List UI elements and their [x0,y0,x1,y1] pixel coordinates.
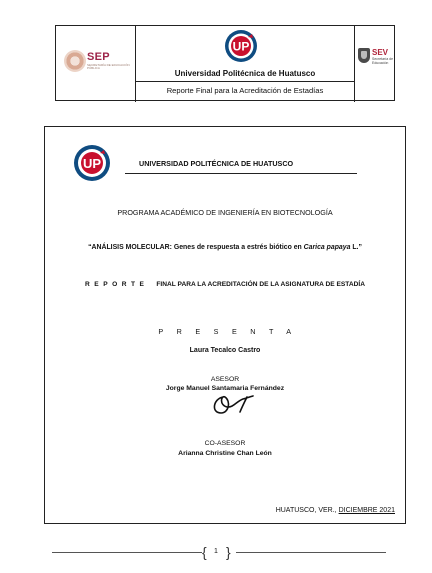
report-heading-rest: FINAL PARA LA ACREDITACIÓN DE LA ASIGNATURA DE ESTADÍA [156,281,365,288]
thesis-title-species: Carica papaya [303,244,351,251]
svg-text:UP: UP [232,39,250,54]
coadvisor-name: Arianna Christine Chan León [178,450,272,457]
sep-logo-word: SEP [87,51,110,63]
thesis-title [45,244,405,251]
thesis-title-end: L.” [350,244,362,251]
presenta-label: PRESENTA [158,327,305,336]
page-header-table [55,25,395,101]
header-university-name: Universidad Politécnica de Huatusco [174,69,316,78]
page-number-open-brace: { [202,544,207,560]
author-name: Laura Tecalco Castro [189,347,261,354]
sep-emblem-icon [64,50,86,72]
upt-logo-cover [73,144,111,187]
cover-university-underline [125,173,357,174]
upt-logo-header [224,29,258,68]
advisor-signature [209,391,255,422]
date: DICIEMBRE 2021 [338,507,395,514]
sev-logo-cell [354,26,396,102]
header-report-title: Reporte Final para la Acreditación de Estadías [166,86,324,95]
footer-rule-right [236,552,386,553]
sep-logo-subtitle: SECRETARÍA DE EDUCACIÓN PÚBLICA [87,63,130,71]
advisor-name: Jorge Manuel Santamaria Fernández [165,385,285,392]
page-number-close-brace: } [226,544,231,560]
cover-page-box [44,126,406,524]
header-divider [136,81,354,82]
coadvisor-label: CO-ASESOR [204,440,246,447]
page-number: 1 [214,548,218,555]
place: HUATUSCO, VER., [275,507,339,514]
veracruz-shield-icon [358,48,370,63]
report-heading [45,281,405,288]
svg-text:UP: UP [82,156,102,171]
sev-logo-word: SEV [372,48,389,57]
report-word: REPORTE [85,281,149,288]
sev-logo [358,46,396,76]
sep-logo-cell [56,26,136,102]
program-name: PROGRAMA ACADÉMICO DE INGENIERÍA EN BIOTECNOLOGÍA [117,208,333,217]
thesis-title-main: “ANÁLISIS MOLECULAR: Genes de respuesta a estrés biótico en [88,244,304,251]
place-and-date [276,507,395,514]
advisor-label: ASESOR [210,376,240,383]
cover-university-name: UNIVERSIDAD POLITÉCNICA DE HUATUSCO [139,159,294,168]
footer-rule-left [52,552,202,553]
sev-logo-subtitle: Secretaría de Educación [372,57,394,65]
